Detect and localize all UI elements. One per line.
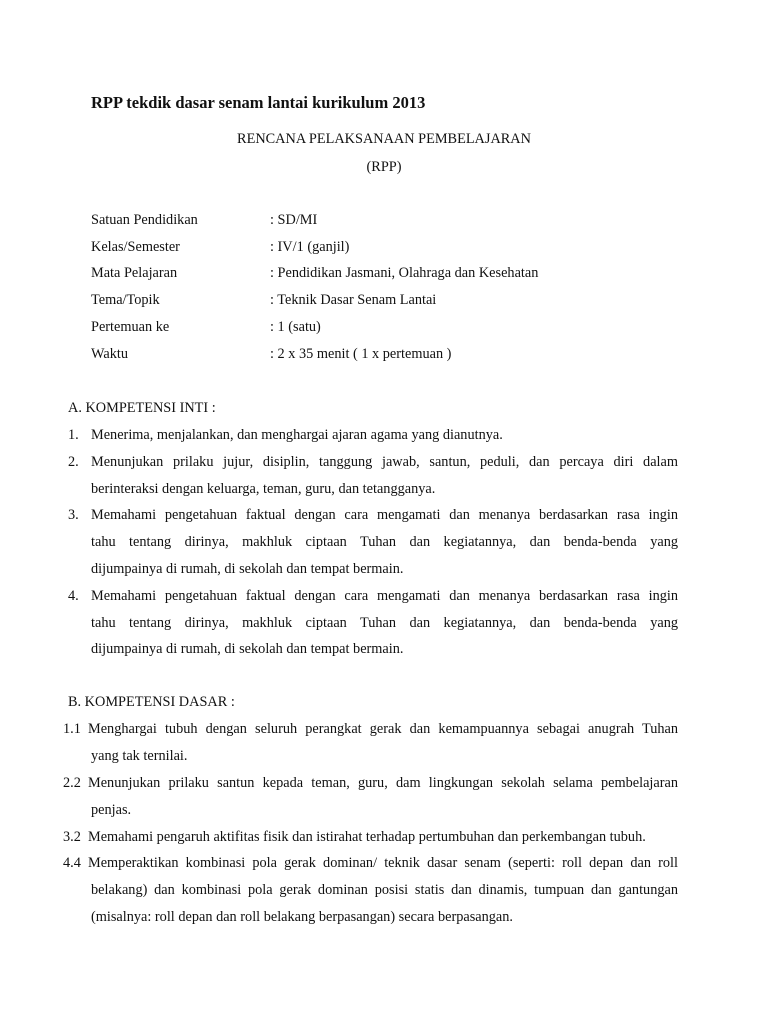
identity-value: : SD/MI [270, 212, 318, 228]
list-number: 3. [68, 507, 79, 523]
identity-value: : Pendidikan Jasmani, Olahraga dan Kesehatan [270, 265, 539, 281]
list-number: 2. [68, 454, 79, 470]
list-number: 1.1 [63, 721, 81, 737]
rpp-heading: RENCANA PELAKSANAAN PEMBELAJARAN [237, 131, 531, 147]
list-item-text: yang tak ternilai. [91, 748, 188, 764]
identity-value: : Teknik Dasar Senam Lantai [270, 292, 437, 308]
list-item-text: (misalnya: roll depan dan roll belakang berpasangan) secara berpasangan. [91, 909, 513, 925]
list-item-text: belakang) dan kombinasi pola gerak dominan posisi statis dan dinamis, tumpuan dan gantungan [91, 882, 678, 898]
section-heading-kompetensi-inti: A. KOMPETENSI INTI : [68, 400, 216, 416]
identity-value: : IV/1 (ganjil) [270, 239, 350, 255]
list-item-text: Menunjukan prilaku santun kepada teman, guru, dam lingkungan sekolah selama pembelajaran [88, 775, 678, 791]
list-item-text: Memperaktikan kombinasi pola gerak dominan/ teknik dasar senam (seperti: roll depan dan roll [88, 855, 678, 871]
list-item-text: Memahami pengetahuan faktual dengan cara mengamati dan menanya berdasarkan rasa ingin [91, 507, 678, 523]
list-item-text: Menghargai tubuh dengan seluruh perangkat gerak dan kemampuannya sebagai anugrah Tuhan [88, 721, 678, 737]
identity-value: : 1 (satu) [270, 319, 321, 335]
list-item-text: dijumpainya di rumah, di sekolah dan tempat bermain. [91, 641, 404, 657]
list-item-text: Menerima, menjalankan, dan menghargai ajaran agama yang dianutnya. [91, 427, 503, 443]
list-item-text: Memahami pengetahuan faktual dengan cara mengamati dan menanya berdasarkan rasa ingin [91, 588, 678, 604]
list-item-text: tahu tentang dirinya, makhluk ciptaan Tuhan dan kegiatannya, dan benda-benda yang [91, 534, 678, 550]
identity-label: Satuan Pendidikan [91, 212, 198, 228]
identity-label: Tema/Topik [91, 292, 160, 308]
list-item-text: berinteraksi dengan keluarga, teman, guru, dan tetangganya. [91, 481, 436, 497]
list-number: 3.2 [63, 829, 81, 845]
section-heading-kompetensi-dasar: B. KOMPETENSI DASAR : [68, 694, 235, 710]
identity-label: Pertemuan ke [91, 319, 170, 335]
identity-value: : 2 x 35 menit ( 1 x pertemuan ) [270, 346, 452, 362]
document-title: RPP tekdik dasar senam lantai kurikulum 2013 [91, 93, 426, 112]
list-item-text: dijumpainya di rumah, di sekolah dan tempat bermain. [91, 561, 404, 577]
identity-label: Mata Pelajaran [91, 265, 178, 281]
identity-label: Kelas/Semester [91, 239, 180, 255]
list-number: 2.2 [63, 775, 81, 791]
list-number: 4. [68, 588, 79, 604]
list-item-text: penjas. [91, 802, 132, 818]
list-item-text: Menunjukan prilaku jujur, disiplin, tanggung jawab, santun, peduli, dan percaya diri dalam [91, 454, 678, 470]
list-item-text: tahu tentang dirinya, makhluk ciptaan Tuhan dan kegiatannya, dan benda-benda yang [91, 615, 678, 631]
list-number: 1. [68, 427, 79, 443]
list-number: 4.4 [63, 855, 81, 871]
rpp-subheading: (RPP) [366, 159, 402, 175]
identity-label: Waktu [91, 346, 128, 362]
list-item-text: Memahami pengaruh aktifitas fisik dan istirahat terhadap pertumbuhan dan perkembangan tubuh. [88, 829, 646, 845]
